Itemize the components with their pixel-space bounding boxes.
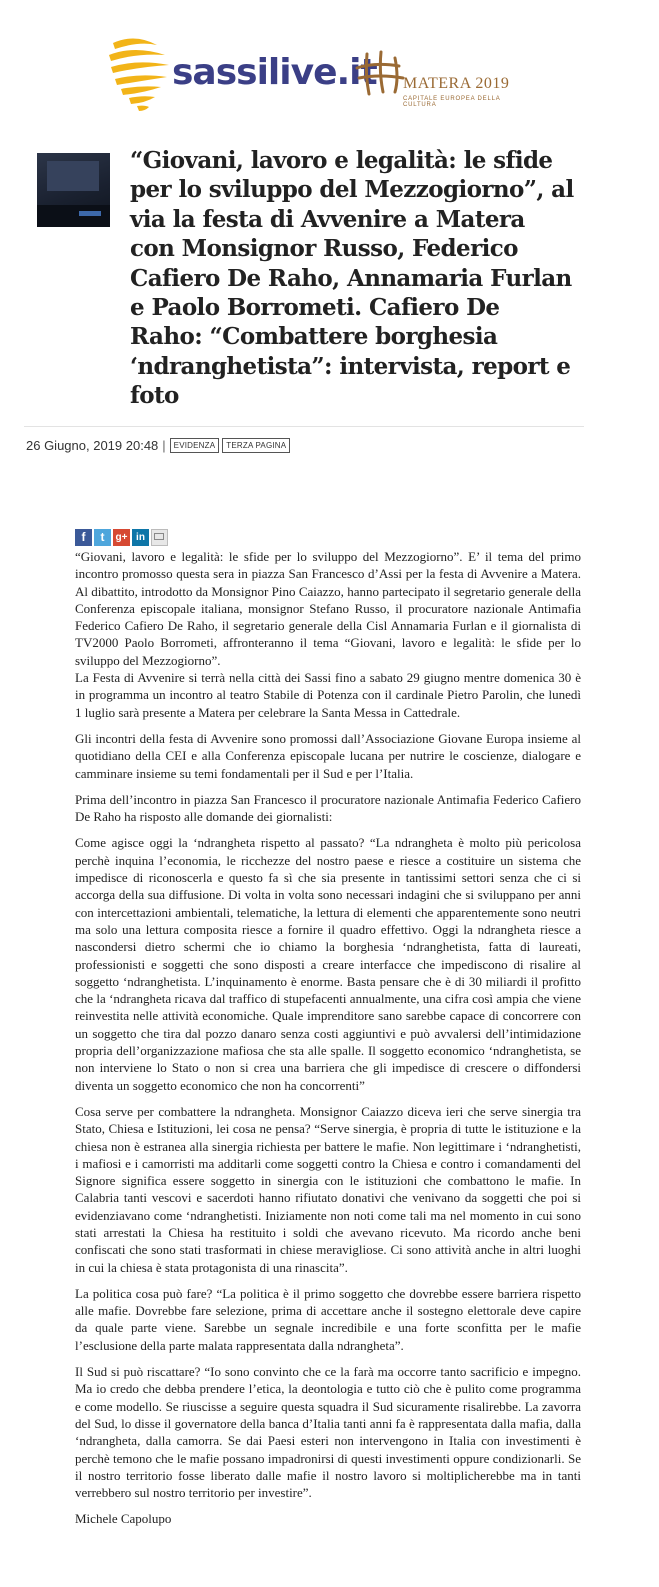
paragraph: Il Sud si può riscattare? “Io sono convinto che ce la farà ma occorre tanto sacrificio e impegno. Ma io credo che debba prendere l’etica, la deontologia e tutto ciò che è pulito come programma e come modello. Se riuscisse a seguire questa squadra il Sud sicuramente risalirebbe. La zavorra del Sud, lo disse il governatore della banca d’Italia tanti anni fa è rappresentata dalla mafia, dalla ‘ndrangheta, dalla camorra. Se dai Paesi esteri non intervengono in Italia con investimenti è perchè temono che le mafie possano impadronirsi di questi investimenti oppure condizionarli. Se il nostro territorio fosse liberato dalle mafie il nostro lavoro si moltiplicherebbe ma in tanti verrebbero sul nostro territorio per investire”.	[75, 1364, 581, 1501]
article-body	[75, 548, 581, 1537]
author-signature: Michele Capolupo	[75, 1511, 172, 1527]
paragraph: Cosa serve per combattere la ndrangheta. Monsignor Caiazzo diceva ieri che serve sinergia tra Stato, Chiesa e Istituzioni, lei cosa ne pensa? “Serve sinergia, è propria di tutte le istituzione e la chiesa non è estranea alla sinergia richiesta per battere le mafie. Non legittimare i ‘ndranghetisti, i mafiosi e i camorristi ma additarli come soggetti contro la Chiesa e contro i comandamenti del Signore significa essere soggetto in sinergia con le istituzioni che combattono le mafie. In Calabria tanti vescovi e sacerdoti hanno rifiutato donativi che venivano da soggetti che poi si evidenziavano come ‘ndranghetisti. Iniziamente non noti come tali ma nel momento in cui sono stati arrestati la Chiesa ha restituito i soldi che avevano ricevuto. Ma ricordo anche beni confiscati che sono stati trasformati in chiese meravigliose. Ci sono attività anche in altri luoghi in cui la chiesa è stata protagonista di una rinascita”.	[75, 1103, 581, 1275]
twitter-icon[interactable]: t	[94, 529, 111, 546]
linkedin-icon[interactable]: in	[132, 529, 149, 546]
thumbnail-stage	[37, 205, 110, 227]
article-thumbnail[interactable]	[37, 153, 110, 227]
paragraph: La Festa di Avvenire si terrà nella città dei Sassi fino a sabato 29 giugno mentre domenica 30 è in programma un incontro al teatro Stabile di Potenza con il cardinale Pietro Parolin, che lunedì 1 luglio sarà presente a Matera per celebrare la Santa Messa in Cattedrale.	[75, 670, 581, 720]
thumbnail-screen	[47, 161, 99, 191]
article-date: 26 Giugno, 2019 20:48	[26, 438, 159, 453]
article-title: “Giovani, lavoro e legalità: le sfide per lo sviluppo del Mezzogiorno”, al via la festa di Avvenire a Matera con Monsignor Russo, Federico Cafiero De Raho, Annamaria Furlan e Paolo Borrometi. Cafiero De Raho: “Combattere borghesia ‘ndranghetista”: intervista, report e foto	[130, 147, 574, 410]
google-plus-icon[interactable]: g+	[113, 529, 130, 546]
tag-evidenza[interactable]: EVIDENZA	[170, 438, 220, 453]
tag-terza-pagina[interactable]: TERZA PAGINA	[222, 438, 290, 453]
paragraph: “Giovani, lavoro e legalità: le sfide per lo sviluppo del Mezzogiorno”. E’ il tema del primo incontro promosso questa sera in piazza San Francesco d’Assi per la festa di Avvenire a Matera. Al dibattito, introdotto da Monsignor Pino Caiazzo, hanno partecipato il segretario generale della Conferenza episcopale italiana, monsignor Stefano Russo, il procuratore nazionale Antimafia Federico Cafiero De Raho, il segretario generale della Cisl Annamaria Furlan e il giornalista di TV2000 Paolo Borrometi, affronteranno il tema “Giovani, lavoro e legalità: le sfide per lo sviluppo del Mezzogiorno”.	[75, 549, 581, 668]
facebook-icon[interactable]: f	[75, 529, 92, 546]
paragraph: Come agisce oggi la ‘ndrangheta rispetto al passato? “La ndrangheta è molto più pericolosa perchè inquina l’economia, le ricchezze del nostro paese e riesce a costituire un sistema che impedisce di riconoscerla e questo fa sì che sia presente in tantissimi settori senza che ci si accorga della sua diffusione. Di volta in volta sono necessari indagini che si sviluppano per anni con intercettazioni ambientali, telematiche, la lettura di elementi che apparentemente sono neutri ma solo una lettura composita riesce a fornire il quadro effettivo. Oggi la ndrangheta riesce a nascondersi dietro schermi che io chiamo la borghesia ‘ndranghetista, fatta di laureati, professionisti e soggetti che sono disposti a creare interfacce che impediscono di risalire al soggetto ‘ndranghetista. L’inquinamento è enorme. Basta pensare che è di 30 miliardi il profitto che la ‘ndrangheta ricava dal traffico di stupefacenti annualmente, una cifra così ampia che viene reinvestita nelle attività economiche. Quale imprenditore sano sarebbe capace di concorrere con un soggetto che tira dal pozzo danaro senza costi aggiuntivi e può avvalersi dell’intimidazione propria dell’organizzazione mafiosa che sta alle spalle. Il soggetto economico ‘ndranghetista, se non interviene lo Stato o non si crea una barriera che gli impedisce di crescere o diffondersi diventa un soggetto economico che non ha concorrenti”	[75, 835, 581, 1093]
article-meta	[26, 438, 293, 453]
meta-divider	[24, 426, 584, 427]
email-icon[interactable]	[151, 529, 168, 546]
site-logo[interactable]	[100, 20, 520, 120]
paragraph: Prima dell’incontro in piazza San Francesco il procuratore nazionale Antimafia Federico Cafiero De Raho ha risposto alle domande dei giornalisti:	[75, 791, 581, 825]
paragraph: Gli incontri della festa di Avvenire sono promossi dall’Associazione Giovane Europa insieme al quotidiano della CEI e alla Conferenza episcopale lucana per nutrire le coscienze, dialogare e camminare insieme su temi fondamentali per il Sud e per l’Italia.	[75, 730, 581, 781]
thumbnail-lights	[79, 211, 101, 216]
paragraph: La politica cosa può fare? “La politica è il primo soggetto che dovrebbe essere barriera rispetto alle mafie. Dovrebbe fare selezione, prima di accettare anche il sostegno elettorale deve capire da quale parte viene. Sarebbe un segnale incredibile e una forte sconfitta per le mafie l’esclusione della parte malata rappresentata dalla ndrangheta”.	[75, 1285, 581, 1353]
share-bar	[75, 529, 168, 546]
site-name: sassilive.it	[172, 52, 377, 93]
matera-2019-subtitle: CAPITALE EUROPEA DELLA CULTURA	[403, 96, 501, 108]
matera-2019-label: MATERA 2019	[403, 75, 510, 92]
meta-separator: |	[162, 438, 166, 453]
